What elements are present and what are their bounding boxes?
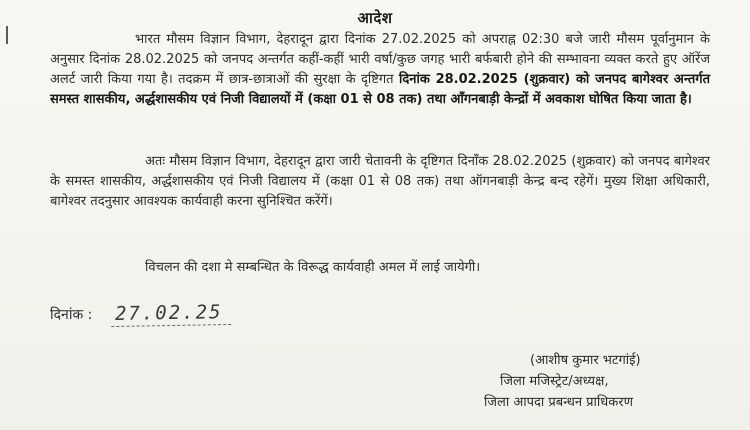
order-title: आदेश <box>357 9 393 27</box>
paragraph-2-text: अतः मौसम विज्ञान विभाग, देहरादून द्वारा जारी चेतावनी के दृष्टिगत दिनाँक 28.02.2025 (शुक्रवार) को जनपद बागेश्वर के समस्त शासकीय, अर्द्धशासकीय एवं निजी विद्यालय में (कक्षा 01 से 08 तक) तथा ऑगनबाड़ी केन्द्र बन्द रहेगें। मुख्य शिक्षा अधिकारी, बागेश्वर तदनुसार आवश्यक कार्यवाही करना सुनिश्चित करेंगें। <box>50 154 710 209</box>
margin-mark <box>6 26 8 44</box>
handwritten-date: 27.02.25 <box>111 301 231 327</box>
signatory-authority: जिला आपदा प्रबन्धन प्राधिकरण <box>484 395 633 410</box>
paragraph-3-text: विचलन की दशा मे सम्बन्धित के विरूद्ध कार्यवाही अमल में लाई जायेगी। <box>145 260 481 275</box>
paragraph-3 <box>50 258 710 278</box>
paragraph-1-text: भारत मौसम विज्ञान विभाग, देहरादून द्वारा दिनांक 27.02.2025 को अपराह्न 02:30 बजे जारी मौसम पूर्वानुमान के अनुसार दिनांक 28.02.2025 को जनपद अन्तर्गत कहीं-कहीं भारी वर्षा/कुछ जगह भारी बर्फबारी होने की सम्भावना व्यक्त करते हुए ऑरेंज अलर्ट जारी किया गया है। तदक्रम में छात्र-छात्राओं की सुरक्षा के दृष्टिगत <box>50 32 710 87</box>
signatory-designation: जिला मजिस्ट्रेट/अध्यक्ष, <box>500 374 609 389</box>
paragraph-1 <box>50 30 710 110</box>
paragraph-2 <box>50 152 710 212</box>
date-row <box>50 302 230 326</box>
paragraph-1-bold-text: दिनांक 28.02.2025 (शुक्रवार) को जनपद बागेश्वर अन्तर्गत समस्त शासकीय, अर्द्धशासकीय एवं निजी विद्यालयों में (कक्षा 01 से 08 तक) तथा आँगनबाड़ी केन्द्रों में अवकाश घोषित किया जाता है। <box>50 72 710 107</box>
signature-block <box>470 350 730 413</box>
signatory-name: (आशीष कुमार भटगांई) <box>530 353 641 368</box>
date-label: दिनांक : <box>50 307 93 323</box>
